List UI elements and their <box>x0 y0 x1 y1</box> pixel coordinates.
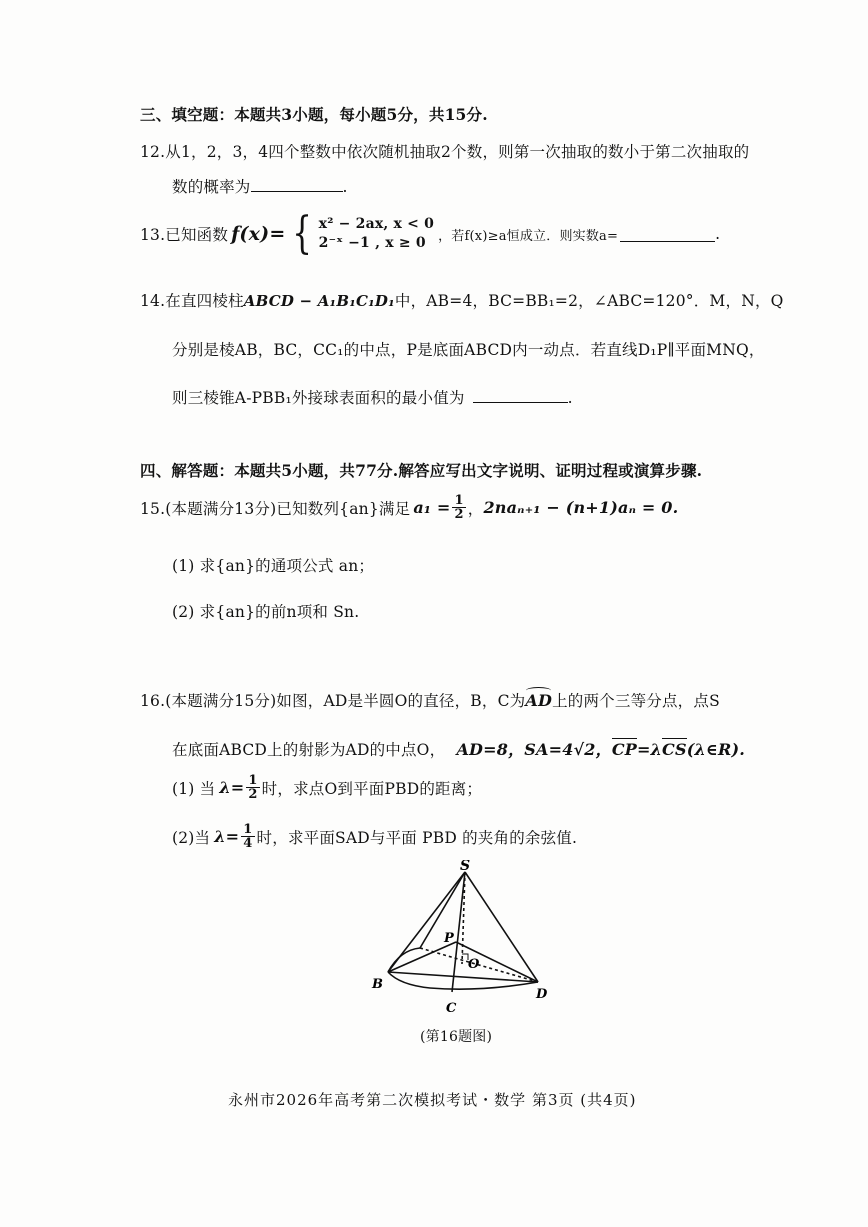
q16-ad-eq: AD=8， <box>456 740 525 759</box>
q16-lambda1: λ= <box>219 778 245 797</box>
q13-case2: 2⁻ˣ −1 , x ≥ 0 <box>318 235 426 251</box>
page-footer: 永州市2026年高考第二次模拟考试・数学 第3页 (共4页) <box>228 1091 637 1109</box>
q13-case1: x² − 2ax, x < 0 <box>318 216 435 233</box>
q14-prism: ABCD − A₁B₁C₁D₁ <box>243 292 395 310</box>
q13-cases <box>319 215 434 253</box>
q16-l2-den: 4 <box>243 836 253 851</box>
q15-a1-den: 2 <box>454 507 464 522</box>
q12-period: . <box>342 178 348 196</box>
q16-l1-num: 1 <box>248 773 258 788</box>
q12-line1: 12.从1，2，3，4四个整数中依次随机抽取2个数，则第一次抽取的数小于第二次抽取的 <box>140 143 750 161</box>
edge-bd <box>388 972 538 982</box>
q13-prefix: 13.已知函数 <box>140 226 229 244</box>
q16-line1-suffix: 上的两个三等分点，点S <box>552 692 720 710</box>
q15-part1: (1) 求{an}的通项公式 an； <box>172 557 375 575</box>
q15-prefix: 15.(本题满分13分)已知数列{an}满足 <box>140 499 411 518</box>
section3-heading: 三、填空题：本题共3小题，每小题5分，共15分. <box>140 105 488 124</box>
label-c: C <box>446 1001 457 1016</box>
edge-sb <box>388 872 465 972</box>
label-b: B <box>372 977 383 992</box>
q14-answer-blank <box>473 388 568 403</box>
q16-eq-lambda: =λ <box>637 740 663 759</box>
q16-l1-fraction <box>246 774 259 801</box>
q14-line2: 分别是棱AB，BC，CC₁的中点，P是底面ABCD内一动点．若直线D₁P∥平面MNQ， <box>172 341 765 359</box>
label-s: S <box>460 860 471 874</box>
q15-part2: (2) 求{an}的前n项和 Sn. <box>172 603 360 621</box>
label-d: D <box>536 987 548 1002</box>
q16-line1 <box>140 689 720 711</box>
edge-pb <box>388 942 456 972</box>
q16-l2-num: 1 <box>243 822 253 837</box>
q16-lambda-cond: (λ∈R). <box>686 740 746 759</box>
q15-recurrence: 2naₙ₊₁ − (n+1)aₙ = 0. <box>483 498 679 517</box>
q16-l1-den: 2 <box>248 787 258 802</box>
label-o: O <box>468 957 480 972</box>
q14-line3 <box>172 386 573 408</box>
q16-part2-prefix: (2)当 <box>172 828 211 847</box>
q13-answer-blank <box>620 227 715 242</box>
q15-a1: a₁ = <box>413 498 451 517</box>
q13-func: f(x)= <box>231 223 286 245</box>
q16-lambda2: λ= <box>214 827 240 846</box>
q15-a1-fraction <box>452 494 465 521</box>
q12-text: 数的概率为 <box>172 178 251 196</box>
q12-answer-blank <box>251 177 343 192</box>
figure-caption: (第16题图) <box>420 1029 493 1045</box>
q13-period: . <box>715 225 721 243</box>
q16-part1 <box>172 774 482 801</box>
label-p: P <box>444 931 454 946</box>
q13-condition: ，若f(x)≥a恒成立．则实数a= <box>438 228 619 244</box>
q16-line1-prefix: 16.(本题满分15分)如图，AD是半圆O的直径，B，C为 <box>140 692 526 710</box>
q16-part1-suffix: 时，求点O到平面PBD的距离； <box>261 779 483 798</box>
q16-line2-prefix: 在底面ABCD上的射影为AD的中点O， <box>172 741 446 759</box>
q16-arc-ad: AD <box>525 691 553 710</box>
q13-piecewise <box>288 208 435 259</box>
q15-line <box>140 494 678 521</box>
q13-line <box>140 208 721 259</box>
q16-line2 <box>172 737 745 760</box>
q14-prefix: 14.在直四棱柱 <box>140 292 244 310</box>
q14-line3-text: 则三棱锥A-PBB₁外接球表面积的最小值为 <box>172 389 465 407</box>
q14-line1 <box>140 289 784 311</box>
q16-vector-cp: CP <box>611 740 638 759</box>
q15-a1-num: 1 <box>454 493 464 508</box>
q14-suffix: 中，AB=4，BC=BB₁=2，∠ABC=120°．M，N，Q <box>394 292 784 310</box>
q12-line2 <box>172 175 348 197</box>
q16-figure <box>360 860 560 1020</box>
section4-heading: 四、解答题：本题共5小题，共77分.解答应写出文字说明、证明过程或演算步骤. <box>140 461 703 480</box>
brace-icon: { <box>292 208 313 259</box>
q16-part2-suffix: 时，求平面SAD与平面 PBD 的夹角的余弦值. <box>256 828 578 847</box>
q16-l2-fraction <box>241 823 254 850</box>
q15-sep: ， <box>467 499 484 518</box>
q14-period: . <box>567 389 573 407</box>
q16-part1-prefix: (1) 当 <box>172 779 216 798</box>
q16-part2 <box>172 823 577 850</box>
q16-vector-cs: CS <box>662 740 687 759</box>
q16-sa-eq: SA=4√2， <box>524 740 612 759</box>
